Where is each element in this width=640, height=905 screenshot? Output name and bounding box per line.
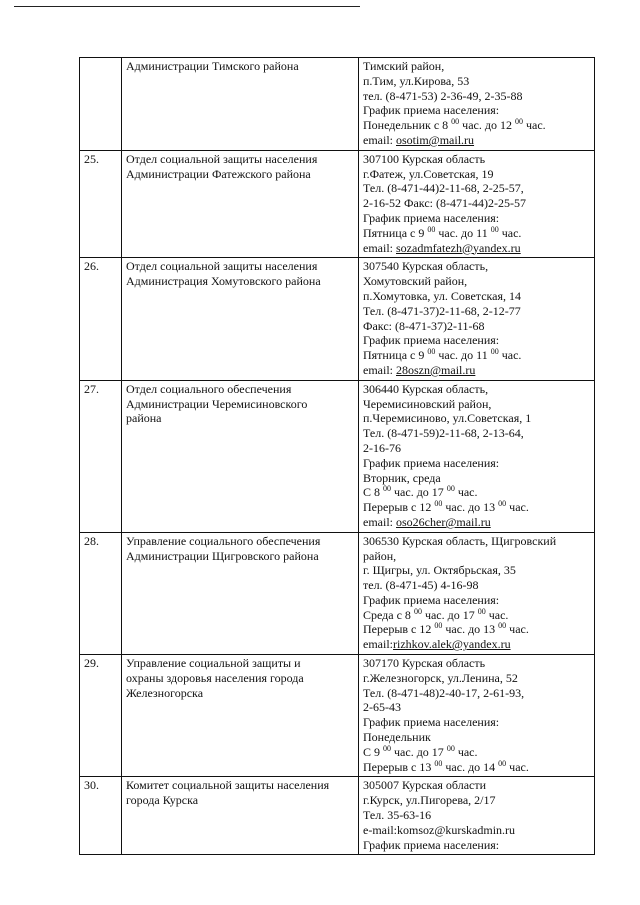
- contact-line: [363, 515, 590, 530]
- row-number: 25.: [80, 150, 122, 258]
- time-minutes-superscript: 00: [446, 743, 455, 753]
- organization-name: [122, 380, 359, 532]
- schedule-text: час.: [506, 622, 529, 637]
- schedule-text: Понедельник с 8: [363, 118, 452, 133]
- time-minutes-superscript: 00: [434, 758, 443, 768]
- contact-line: [363, 500, 590, 515]
- contact-info: [359, 380, 595, 532]
- schedule-text: Перерыв с 12: [363, 500, 435, 515]
- organization-line: Отдел социального обеспечения: [126, 381, 292, 396]
- schedule-text: час.: [485, 607, 509, 622]
- contact-line: [363, 241, 590, 256]
- contact-line: График приема населения:: [363, 210, 500, 225]
- contact-line: Факс: (8-471-37)2-11-68: [363, 318, 485, 333]
- schedule-text: час.: [498, 348, 522, 363]
- table-row: [80, 655, 595, 777]
- contact-line: 306440 Курская область,: [363, 381, 489, 396]
- row-number: 27.: [80, 380, 122, 532]
- time-minutes-superscript: 00: [477, 606, 486, 616]
- contact-line: Тел. 35-63-16: [363, 808, 432, 823]
- contact-info: [359, 150, 595, 258]
- organization-line: Управление социальной защиты и: [126, 656, 301, 671]
- table-body: [80, 58, 595, 855]
- contact-line: [363, 118, 590, 133]
- contact-line: 306530 Курская область, Щигровский: [363, 533, 557, 548]
- organization-line: Администрации Фатежского района: [126, 166, 311, 181]
- contact-line: 307100 Курская область: [363, 151, 486, 166]
- contact-line: г.Курск, ул.Пигорева, 2/17: [363, 793, 496, 808]
- row-number: 29.: [80, 655, 122, 777]
- contact-line: г.Железногорск, ул.Ленина, 52: [363, 670, 518, 685]
- schedule-text: час.: [506, 500, 529, 515]
- time-minutes-superscript: 00: [383, 484, 392, 494]
- organization-line: Железногорска: [126, 685, 204, 700]
- organization-line: Отдел социальной защиты населения: [126, 151, 318, 166]
- time-minutes-superscript: 00: [427, 224, 436, 234]
- schedule-text: Перерыв с 13: [363, 759, 435, 774]
- contact-line: п.Тим, ул.Кирова, 53: [363, 73, 470, 88]
- organization-line: Отдел социальной защиты населения: [126, 259, 318, 274]
- time-minutes-superscript: 00: [514, 117, 523, 127]
- time-minutes-superscript: 00: [490, 347, 499, 357]
- contact-line: [363, 637, 590, 652]
- email-link[interactable]: rizhkov.alek@yandex.ru: [393, 637, 511, 652]
- time-minutes-superscript: 00: [490, 224, 499, 234]
- schedule-text: Перерыв с 12: [363, 622, 435, 637]
- contact-info: [359, 258, 595, 380]
- email-prefix: email:: [363, 637, 393, 652]
- contact-line: г.Фатеж, ул.Советская, 19: [363, 166, 494, 181]
- row-number: 26.: [80, 258, 122, 380]
- row-number: 28.: [80, 532, 122, 654]
- contact-line: [363, 760, 590, 775]
- schedule-text: час.: [454, 744, 478, 759]
- row-number: 30.: [80, 777, 122, 855]
- time-minutes-superscript: 00: [413, 606, 422, 616]
- organization-name: [122, 777, 359, 855]
- schedule-text: час. до 17: [391, 485, 447, 500]
- contact-line: [363, 363, 590, 378]
- organization-name: [122, 258, 359, 380]
- row-number: [80, 58, 122, 151]
- contact-line: тел. (8-471-53) 2-36-49, 2-35-88: [363, 88, 523, 103]
- schedule-text: Пятница с 9: [363, 225, 428, 240]
- contact-line: тел. (8-471-45) 4-16-98: [363, 578, 479, 593]
- contact-info: [359, 58, 595, 151]
- time-minutes-superscript: 00: [434, 499, 443, 509]
- contact-line: район,: [363, 548, 397, 563]
- table-row: [80, 777, 595, 855]
- organization-line: Администрация Хомутовского района: [126, 274, 321, 289]
- contact-line: Тел. (8-471-48)2-40-17, 2-61-93,: [363, 685, 525, 700]
- organization-line: Администрации Тимского района: [126, 59, 299, 73]
- contact-info: [359, 655, 595, 777]
- contact-line: e-mail:komsoz@kurskadmin.ru: [363, 822, 516, 837]
- organization-line: Комитет социальной защиты населения: [126, 778, 330, 793]
- contact-line: [363, 745, 590, 760]
- contact-line: Тел. (8-471-44)2-11-68, 2-25-57,: [363, 181, 524, 196]
- table-row: [80, 150, 595, 258]
- contact-line: График приема населения:: [363, 715, 500, 730]
- contact-line: График приема населения:: [363, 333, 500, 348]
- contact-line: п.Хомутовка, ул. Советская, 14: [363, 288, 522, 303]
- contact-line: [363, 622, 590, 637]
- schedule-text: С 8: [363, 485, 384, 500]
- time-minutes-superscript: 00: [446, 484, 455, 494]
- schedule-text: час.: [498, 225, 522, 240]
- email-link[interactable]: sozadmfatezh@yandex.ru: [396, 240, 521, 255]
- contact-line: График приема населения:: [363, 837, 500, 852]
- contact-line: [363, 133, 590, 148]
- organization-line: района: [126, 411, 162, 426]
- email-prefix: email:: [363, 362, 396, 377]
- time-minutes-superscript: 00: [383, 743, 392, 753]
- schedule-text: час. до 14: [442, 759, 499, 774]
- contact-line: 2-16-76: [363, 440, 401, 455]
- time-minutes-superscript: 00: [498, 621, 507, 631]
- organization-name: [122, 532, 359, 654]
- schedule-text: час. до 13: [442, 500, 499, 515]
- schedule-text: час.: [506, 759, 529, 774]
- contact-line: Тимский район,: [363, 59, 445, 73]
- contact-line: Понедельник: [363, 730, 431, 745]
- contact-line: 307540 Курская область,: [363, 259, 489, 274]
- contact-line: Вторник, среда: [363, 470, 441, 485]
- contact-line: [363, 348, 590, 363]
- contact-line: Черемисиновский район,: [363, 396, 492, 411]
- schedule-text: час. до 17: [391, 744, 447, 759]
- contact-line: [363, 226, 590, 241]
- contact-line: 307170 Курская область: [363, 656, 486, 671]
- organization-name: [122, 655, 359, 777]
- email-prefix: email:: [363, 132, 396, 147]
- table-row: [80, 258, 595, 380]
- schedule-text: час.: [454, 485, 478, 500]
- email-prefix: email:: [363, 240, 396, 255]
- contact-line: [363, 485, 590, 500]
- schedule-text: Пятница с 9: [363, 348, 428, 363]
- schedule-text: Среда с 8: [363, 607, 414, 622]
- time-minutes-superscript: 00: [434, 621, 443, 631]
- contact-line: Хомутовский район,: [363, 274, 468, 289]
- contact-line: 2-65-43: [363, 700, 401, 715]
- organization-name: [122, 58, 359, 151]
- schedule-text: час. до 11: [435, 225, 491, 240]
- contact-line: п.Черемисиново, ул.Советская, 1: [363, 411, 532, 426]
- social-protection-offices-table: [79, 57, 595, 855]
- page-top-rule: [14, 6, 360, 7]
- schedule-text: час. до 11: [435, 348, 491, 363]
- table-row: [80, 58, 595, 151]
- organization-line: Управление социального обеспечения: [126, 533, 321, 548]
- contact-info: [359, 532, 595, 654]
- schedule-text: час. до 12: [459, 118, 515, 133]
- table-row: [80, 532, 595, 654]
- contact-line: [363, 608, 590, 623]
- time-minutes-superscript: 00: [498, 758, 507, 768]
- email-prefix: email:: [363, 514, 396, 529]
- table-row: [80, 380, 595, 532]
- contact-line: График приема населения:: [363, 103, 500, 118]
- email-link[interactable]: oso26cher@mail.ru: [396, 514, 491, 529]
- contact-info: [359, 777, 595, 855]
- email-link[interactable]: osotim@mail.ru: [396, 132, 475, 147]
- schedule-text: час.: [522, 118, 546, 133]
- contact-line: График приема населения:: [363, 455, 500, 470]
- contact-line: г. Щигры, ул. Октябрьская, 35: [363, 563, 516, 578]
- schedule-text: час. до 13: [442, 622, 499, 637]
- organization-line: Администрации Черемисиновского: [126, 396, 308, 411]
- contact-line: 305007 Курская области: [363, 778, 487, 793]
- organization-line: города Курска: [126, 793, 199, 808]
- contact-line: Тел. (8-471-59)2-11-68, 2-13-64,: [363, 426, 524, 441]
- schedule-text: час. до 17: [421, 607, 478, 622]
- schedule-text: С 9: [363, 744, 384, 759]
- time-minutes-superscript: 00: [427, 347, 436, 357]
- contact-line: Тел. (8-471-37)2-11-68, 2-12-77: [363, 303, 521, 318]
- organization-line: охраны здоровья населения города: [126, 670, 304, 685]
- contact-line: 2-16-52 Факс: (8-471-44)2-25-57: [363, 196, 526, 211]
- organization-line: Администрации Щигровского района: [126, 548, 319, 563]
- time-minutes-superscript: 00: [498, 499, 507, 509]
- contact-line: График приема населения:: [363, 592, 500, 607]
- time-minutes-superscript: 00: [451, 117, 460, 127]
- email-link[interactable]: 28oszn@mail.ru: [396, 362, 476, 377]
- organization-name: [122, 150, 359, 258]
